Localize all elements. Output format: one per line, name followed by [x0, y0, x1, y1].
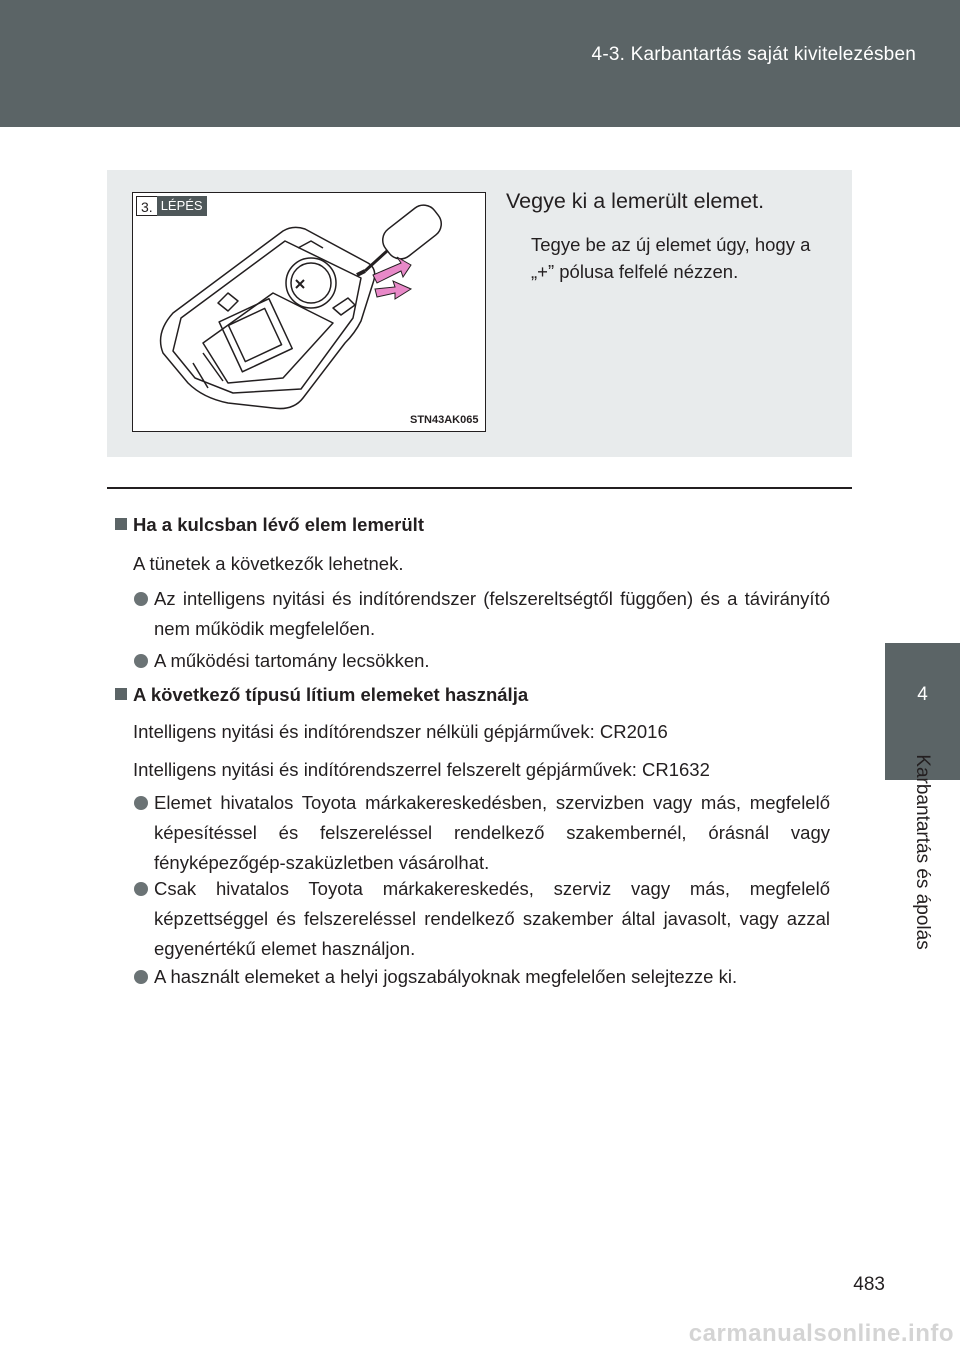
round-bullet-icon [134, 970, 148, 984]
list-item [133, 874, 830, 964]
list-item-text: A működési tartomány lecsökken. [154, 650, 430, 671]
paragraph: Intelligens nyitási és indítórendszer nélküli gépjárművek: CR2016 [133, 721, 668, 742]
square-bullet-icon [115, 688, 127, 700]
section-heading-text: A következő típusú lítium elemeket használja [133, 684, 529, 705]
square-bullet-icon [115, 518, 127, 530]
page-number: 483 [853, 1274, 885, 1295]
chapter-label-text: Karbantartás és ápolás [912, 754, 933, 950]
image-code: STN43AK065 [410, 414, 479, 426]
list-item-text: Csak hivatalos Toyota márkakereskedés, szerviz vagy más, megfelelő képzettséggel és felszereléssel rendelkező szakember által javasolt, vagy azzal egyenértékű elemet használjon. [154, 878, 830, 959]
round-bullet-icon [134, 654, 148, 668]
section-title: 4-3. Karbantartás saját kivitelezésben [591, 44, 916, 65]
key-battery-illustration [132, 192, 486, 432]
list-item [133, 962, 830, 992]
step-badge [136, 196, 207, 216]
section-heading-text: Ha a kulcsban lévő elem lemerült [133, 514, 424, 535]
paragraph: Intelligens nyitási és indítórendszerrel felszerelt gépjárművek: CR1632 [133, 759, 710, 780]
list-item-text: Az intelligens nyitási és indítórendszer (felszereltségtől függően) és a távirányító nem működik megfelelően. [154, 588, 830, 639]
page-header [0, 0, 960, 127]
section-heading [115, 684, 528, 706]
step-word: LÉPÉS [157, 196, 207, 216]
step-number: 3. [136, 196, 157, 216]
section-heading [115, 514, 424, 536]
round-bullet-icon [134, 882, 148, 896]
chapter-number: 4 [917, 684, 928, 705]
step-description: Tegye be az új elemet úgy, hogy a „+” pólusa felfelé nézzen. [531, 234, 811, 282]
round-bullet-icon [134, 592, 148, 606]
divider [107, 487, 852, 489]
round-bullet-icon [134, 796, 148, 810]
list-item [133, 788, 830, 878]
step-title: Vegye ki a lemerült elemet. [506, 189, 765, 213]
list-item-text: A használt elemeket a helyi jogszabályoknak megfelelően selejtezze ki. [154, 966, 738, 987]
watermark: carmanualsonline.info [688, 1320, 954, 1347]
paragraph: A tünetek a következők lehetnek. [133, 553, 404, 574]
list-item [133, 584, 830, 644]
key-fob-drawing [133, 193, 485, 431]
list-item-text: Elemet hivatalos Toyota márkakereskedésben, szervizben vagy más, megfelelő képesítéssel és felszereléssel rendelkező szakembernél, órásnál vagy fényképezőgép-szaküzletben vásárolhat. [154, 792, 830, 873]
list-item [133, 646, 830, 676]
